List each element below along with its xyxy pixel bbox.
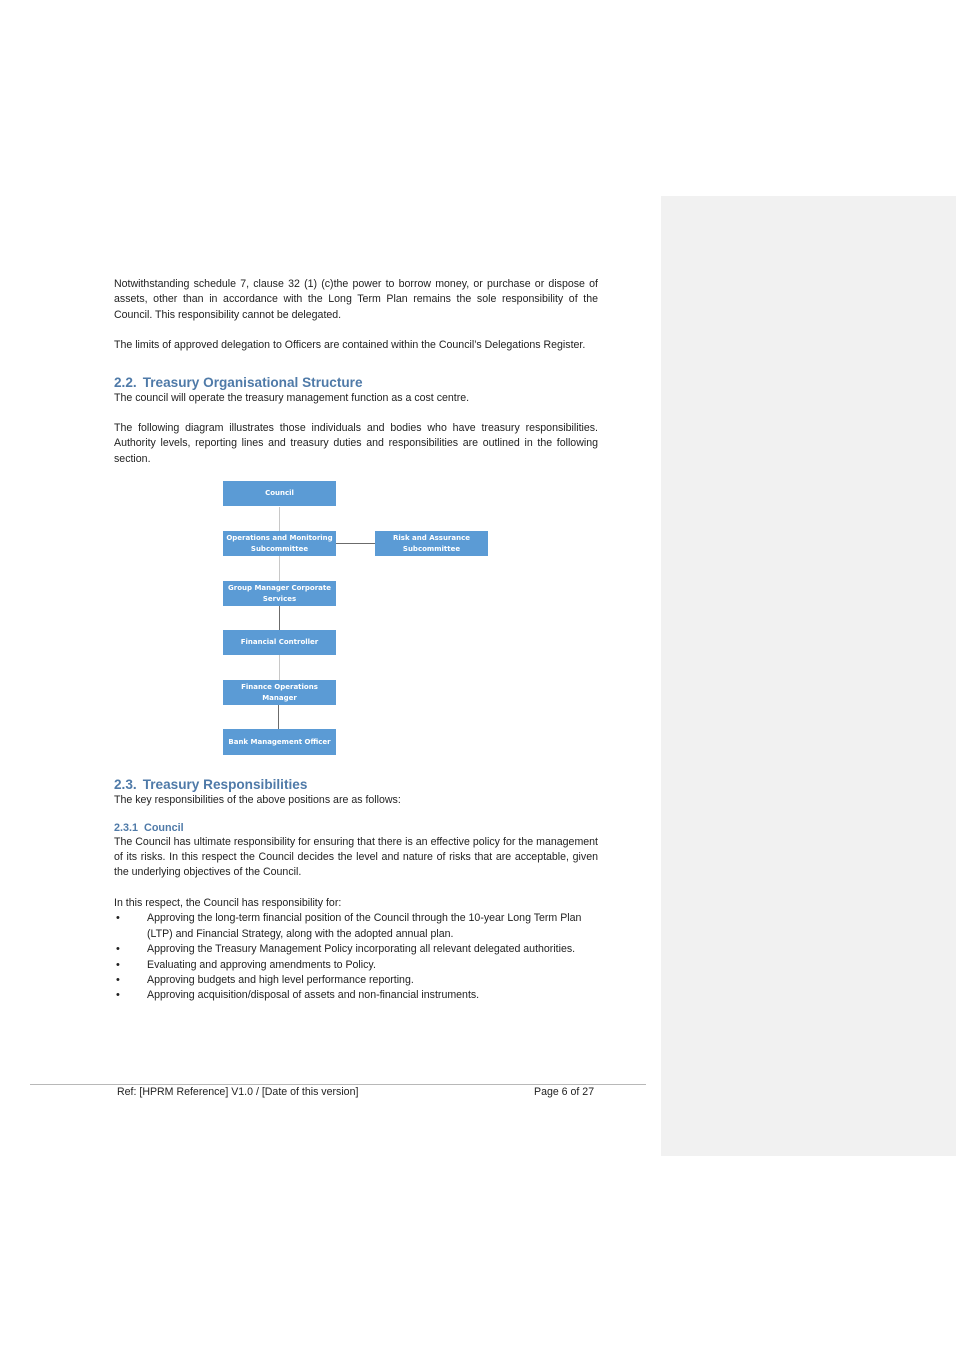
org-node-finance-operations-manager: Finance Operations Manager	[223, 680, 336, 705]
paragraph-cost-centre: The council will operate the treasury management function as a cost centre.	[114, 391, 470, 404]
subsection-heading-2-3-1	[114, 821, 598, 835]
paragraph-delegations-register: The limits of approved delegation to Officers are contained within the Council’s Delegations Register.	[114, 339, 586, 352]
paragraph-council-responsibility: The Council has ultimate responsibility for ensuring that there is an effective policy for the management of its risks. In this respect the Council decides the level and nature of risks that are acceptable, given the underlying objectives of the Council.	[114, 835, 598, 879]
org-chart	[114, 470, 598, 752]
section-number: 2.2.	[114, 374, 137, 390]
footer-reference: Ref: [HPRM Reference] V1.0 / [Date of this version]	[117, 1086, 359, 1098]
comment-margin-pane	[661, 196, 956, 1156]
footer-page-number: Page 6 of 27	[534, 1086, 595, 1098]
subsection-number: 2.3.1	[114, 821, 139, 834]
bullet-icon: •	[116, 989, 120, 1002]
paragraph-council-responsible-for: In this respect, the Council has responsibility for:	[114, 896, 342, 909]
list-item: • Approving budgets and high level performance reporting.	[114, 973, 598, 988]
connector-fom-bmo	[278, 705, 279, 729]
section-heading-2-3	[114, 776, 598, 794]
connector-group-fc	[279, 606, 280, 630]
section-title: Treasury Organisational Structure	[142, 374, 363, 390]
connector-council-ops	[279, 507, 280, 531]
org-node-bank-management-officer: Bank Management Officer	[223, 729, 336, 755]
bullet-icon: •	[116, 943, 120, 956]
list-item: • Approving acquisition/disposal of assets and non-financial instruments.	[114, 988, 598, 1003]
connector-fc-fom	[279, 655, 280, 680]
section-number: 2.3.	[114, 777, 137, 793]
connector-ops-group	[279, 556, 280, 581]
paragraph-delegation: Notwithstanding schedule 7, clause 32 (1) (c)the power to borrow money, or purchase or dispose of assets, other than in accordance with the Long Term Plan remains the sole responsibility of the Council. This responsibility cannot be delegated.	[114, 278, 598, 321]
bullet-icon: •	[116, 958, 120, 971]
org-node-risk-assurance: Risk and Assurance Subcommittee	[375, 531, 488, 556]
org-node-council: Council	[223, 481, 336, 506]
paragraph-diagram-intro: The following diagram illustrates those individuals and bodies who have treasury responsibilities. Authority levels, reporting lines and treasury duties and responsibilities are outlined in the following section.	[114, 422, 598, 465]
responsibility-list	[114, 911, 598, 1003]
list-item: • Approving the Treasury Management Policy incorporating all relevant delegated authorities.	[114, 942, 598, 957]
connector-ops-risk	[336, 543, 375, 544]
org-node-operations-monitoring: Operations and Monitoring Subcommittee	[223, 531, 336, 556]
bullet-icon: •	[116, 912, 120, 925]
list-item: • Approving the long-term financial position of the Council through the 10-year Long Term Plan (LTP) and Financial Strategy, along with the adopted annual plan.	[116, 912, 582, 940]
org-node-financial-controller: Financial Controller	[223, 630, 336, 655]
paragraph-key-responsibilities: The key responsibilities of the above positions are as follows:	[114, 794, 401, 807]
bullet-icon: •	[116, 973, 120, 986]
document-body	[114, 277, 598, 1004]
org-node-group-manager: Group Manager Corporate Services	[223, 581, 336, 606]
subsection-title: Council	[144, 821, 184, 834]
list-item: • Evaluating and approving amendments to Policy.	[114, 958, 598, 973]
section-title: Treasury Responsibilities	[142, 777, 308, 793]
section-heading-2-2	[114, 374, 598, 392]
